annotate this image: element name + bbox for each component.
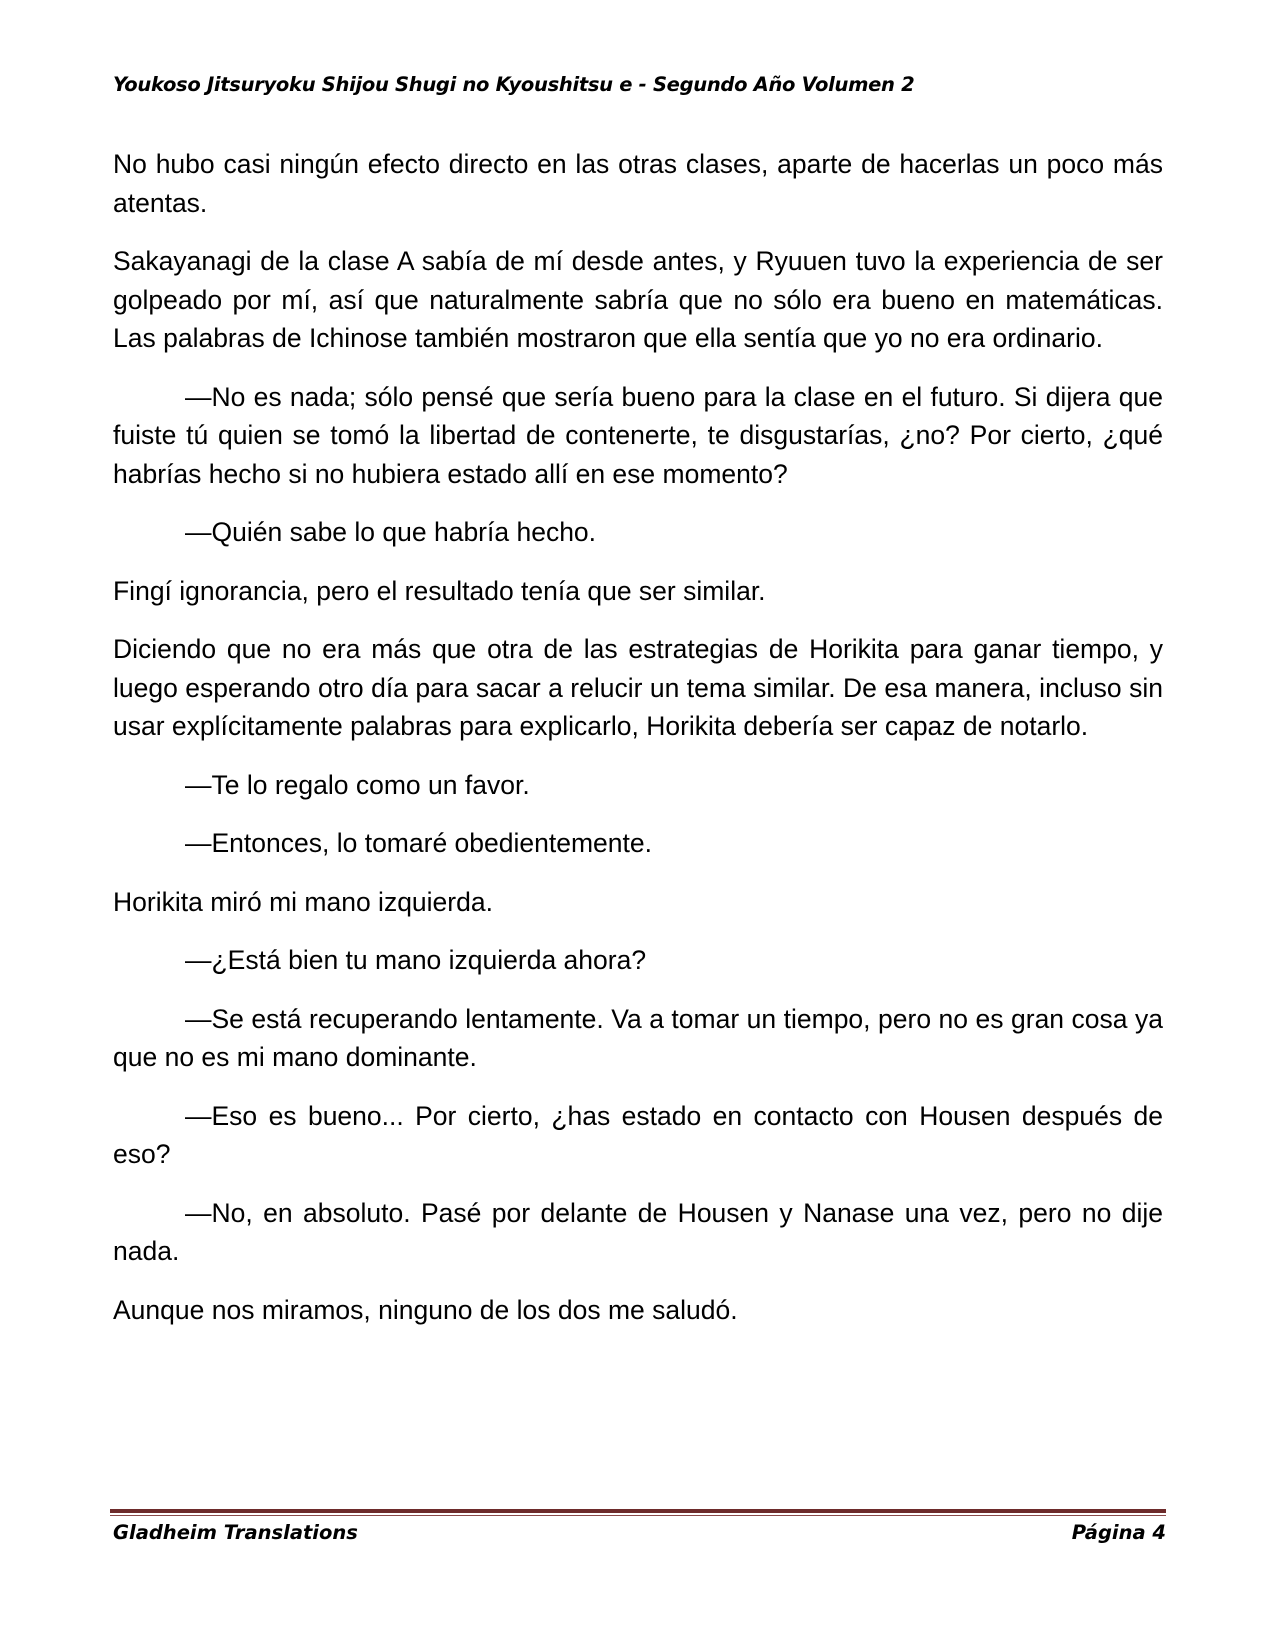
paragraph: Sakayanagi de la clase A sabía de mí desde antes, y Ryuuen tuvo la experiencia de ser golpeado por mí, así que naturalmente sabría que no sólo era bueno en matemáticas. Las palabras de Ichinose también mostraron que ella sentía que yo no era ordinario. [113,246,1163,353]
footer-divider-thin [110,1515,1166,1516]
dialogue-paragraph: —Te lo regalo como un favor. [185,769,530,800]
paragraph: Aunque nos miramos, ninguno de los dos me saludó. [113,1294,738,1325]
dialogue-paragraph: —Quién sabe lo que habría hecho. [185,517,597,547]
page-header-title: Youkoso Jitsuryoku Shijou Shugi no Kyoushitsu e - Segundo Año Volumen 2 [113,73,915,96]
footer-translator: Gladheim Translations [113,1521,358,1544]
footer-page-number: Página 4 [1071,1521,1166,1544]
paragraph: Fingí ignorancia, pero el resultado tenía que ser similar. [113,575,766,606]
paragraph: No hubo casi ningún efecto directo en las otras clases, aparte de hacerlas un poco más atentas. [113,149,1163,218]
page-body [113,145,1163,1349]
dialogue-paragraph: —No, en absoluto. Pasé por delante de Housen y Nanase una vez, pero no dije nada. [113,1197,1163,1266]
dialogue-paragraph: —No es nada; sólo pensé que sería bueno para la clase en el futuro. Si dijera que fuiste tú quien se tomó la libertad de contenerte, te disgustarías, ¿no? Por cierto, ¿qué habrías hecho si no hubiera estado allí en ese momento? [113,381,1163,489]
footer-divider [110,1509,1166,1513]
paragraph: Diciendo que no era más que otra de las estrategias de Horikita para ganar tiempo, y luego esperando otro día para sacar a relucir un tema similar. De esa manera, incluso sin usar explícitamente palabras para explicarlo, Horikita debería ser capaz de notarlo. [113,634,1163,741]
dialogue-paragraph: —Eso es bueno... Por cierto, ¿has estado en contacto con Housen después de eso? [113,1100,1163,1169]
dialogue-paragraph: —Se está recuperando lentamente. Va a tomar un tiempo, pero no es gran cosa ya que no es mi mano dominante. [113,1003,1163,1072]
dialogue-paragraph: —¿Está bien tu mano izquierda ahora? [185,945,647,975]
paragraph: Horikita miró mi mano izquierda. [113,886,493,917]
dialogue-paragraph: —Entonces, lo tomaré obedientemente. [185,828,652,858]
